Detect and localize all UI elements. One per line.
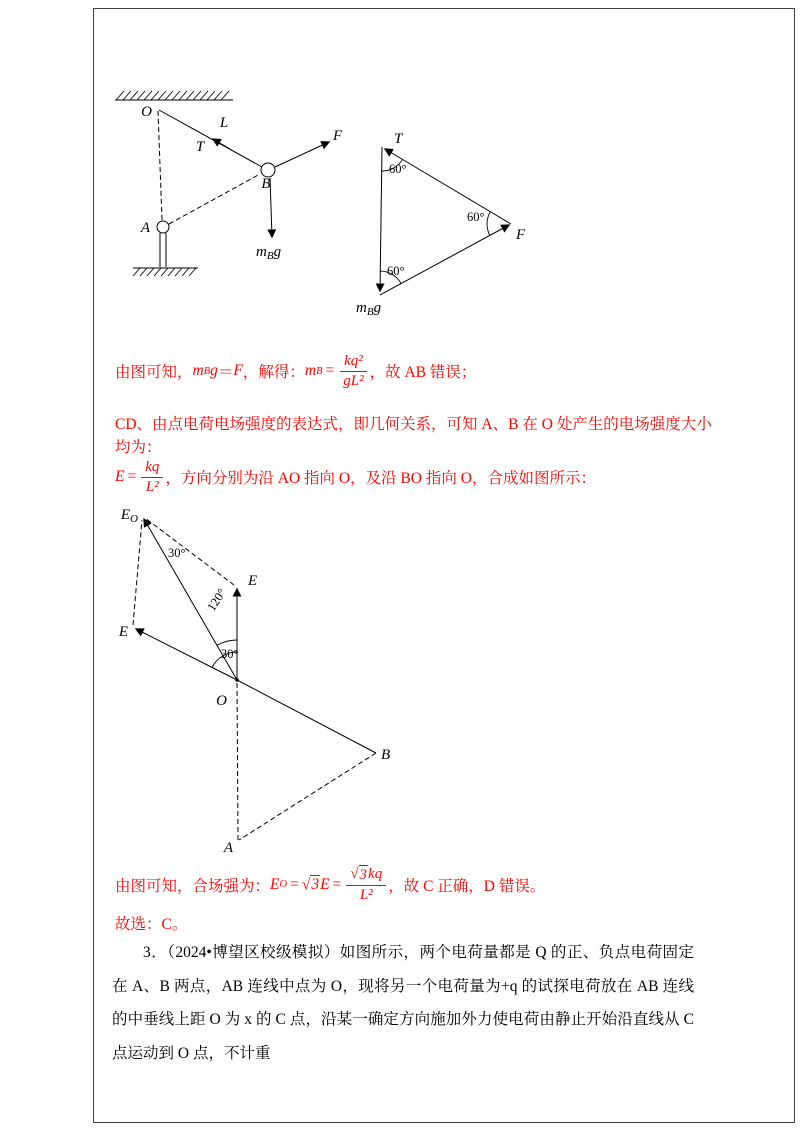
label-F: F [333,128,343,144]
field-vector-diagram [100,495,420,867]
solution-line-4 [115,865,545,905]
formula-lhs: m [304,362,317,380]
label-L: L [219,115,229,131]
equals: = [332,875,342,893]
solution-line-3 [115,458,596,497]
sub-B: B [203,365,211,377]
equals: = [290,875,299,893]
radicand: 3 [359,867,368,883]
angle-30-bottom: 30° [221,647,239,661]
denominator: L² [359,886,373,903]
line-BO [237,680,376,753]
dashed-AO [237,681,238,840]
problem-3-paragraph [112,919,694,1070]
label-T: T [195,139,205,155]
vector-T-side [385,149,511,224]
label-E-up: E [248,573,258,589]
solution-line-1 [115,352,476,391]
force-triangle-figure [356,131,526,318]
dashed-AB [169,174,260,224]
field-figure [118,507,390,856]
dashed-parallelogram-top [145,518,234,585]
fraction-E [141,458,163,497]
angle-arc-30 [217,640,237,645]
fraction-EO [346,865,386,905]
radicand: 3 [311,876,320,894]
text: ，故 AB 错误； [369,364,477,382]
text: 由图可知，合场强为： [115,877,271,895]
answer-line: 故选：C。 [115,916,188,933]
vector-mg-side [380,147,382,291]
point-O-dot [235,678,239,682]
var-E: E [270,875,280,893]
rod-OB [159,110,262,167]
label-B: B [261,176,271,192]
pulley-B [261,163,275,177]
var-m: m [192,362,204,380]
solution-line-2: CD、由点电荷电场强度的表达式，即几何关系，可知 A、B 在 O 处产生的电场强度大小均为： [115,416,712,456]
var-g: g [210,362,218,380]
formula-lhs: E [115,468,125,486]
numerator [346,865,386,886]
sqrt-sign: √ [301,875,311,893]
dashed-BA [239,753,376,840]
dashed-OA [158,111,162,220]
text: ，方向分别为沿 AO 指向 O，及沿 BO 指向 O，合成如图所示： [165,470,596,488]
text: ，解得： [242,364,305,382]
angle-120: 120° [204,586,229,614]
pulley-and-force-triangle-diagram [100,80,550,330]
numerator: kq [141,458,163,478]
label-B: B [381,747,391,763]
denominator: L² [145,478,159,495]
label-EO: $E_O$ [120,507,138,525]
var-F: F [233,362,243,380]
angle-30-top: 30° [168,546,186,560]
angle-arc-right [487,212,490,236]
label-O: O [141,104,152,120]
label-F: F [516,227,526,243]
var-E2: E [320,875,330,893]
angle-60-top: 60° [389,162,407,176]
angle-60-bottom: 60° [387,264,405,278]
text: 由图可知， [115,364,193,382]
label-O: O [216,693,227,709]
problem-text: （2024•博望区校级模拟）如图所示，两个电荷量都是 Q 的正、负点电荷固定在 A、B 两点，AB 连线中点为 O，现将另一个电荷量为+q 的试探电荷放在 AB 连线的中垂线上距 O 为 x 的 C 点，沿某一确定方向施加外力使电荷由静止开始沿直线从 C 点运动到 O 点，不计重 [112,944,694,1062]
sqrt-sign: √ [350,866,359,882]
label-A: A [223,840,233,856]
text: ，故 C 正确，D 错误。 [388,877,546,895]
problem-number: 3． [143,944,168,961]
equals: ＝ [217,364,234,382]
angle-60-right: 60° [467,210,485,224]
ground-hatch [133,268,196,276]
label-mBg: $m_Bg$ [356,300,382,318]
label-mBg: $m_Bg$ [256,244,282,262]
formula-equals: = [127,468,137,486]
numerator: kq² [340,352,367,372]
formula-lhs-sub: B [316,365,323,377]
ceiling-hatch [116,91,229,100]
sub-O: O [279,879,288,891]
denominator: gL² [343,372,364,389]
label-A: A [140,220,150,236]
force-F-arrow [275,142,329,167]
pulley-A [157,221,169,233]
dashed-parallelogram-left [133,520,142,625]
numerator-tail: kq [368,866,383,882]
tension-arrow [213,139,230,149]
label-T: T [394,131,403,147]
label-E-left: E [118,624,128,640]
pulley-system-figure [115,91,343,276]
fraction-mB [339,352,367,391]
formula-equals: = [325,362,335,380]
